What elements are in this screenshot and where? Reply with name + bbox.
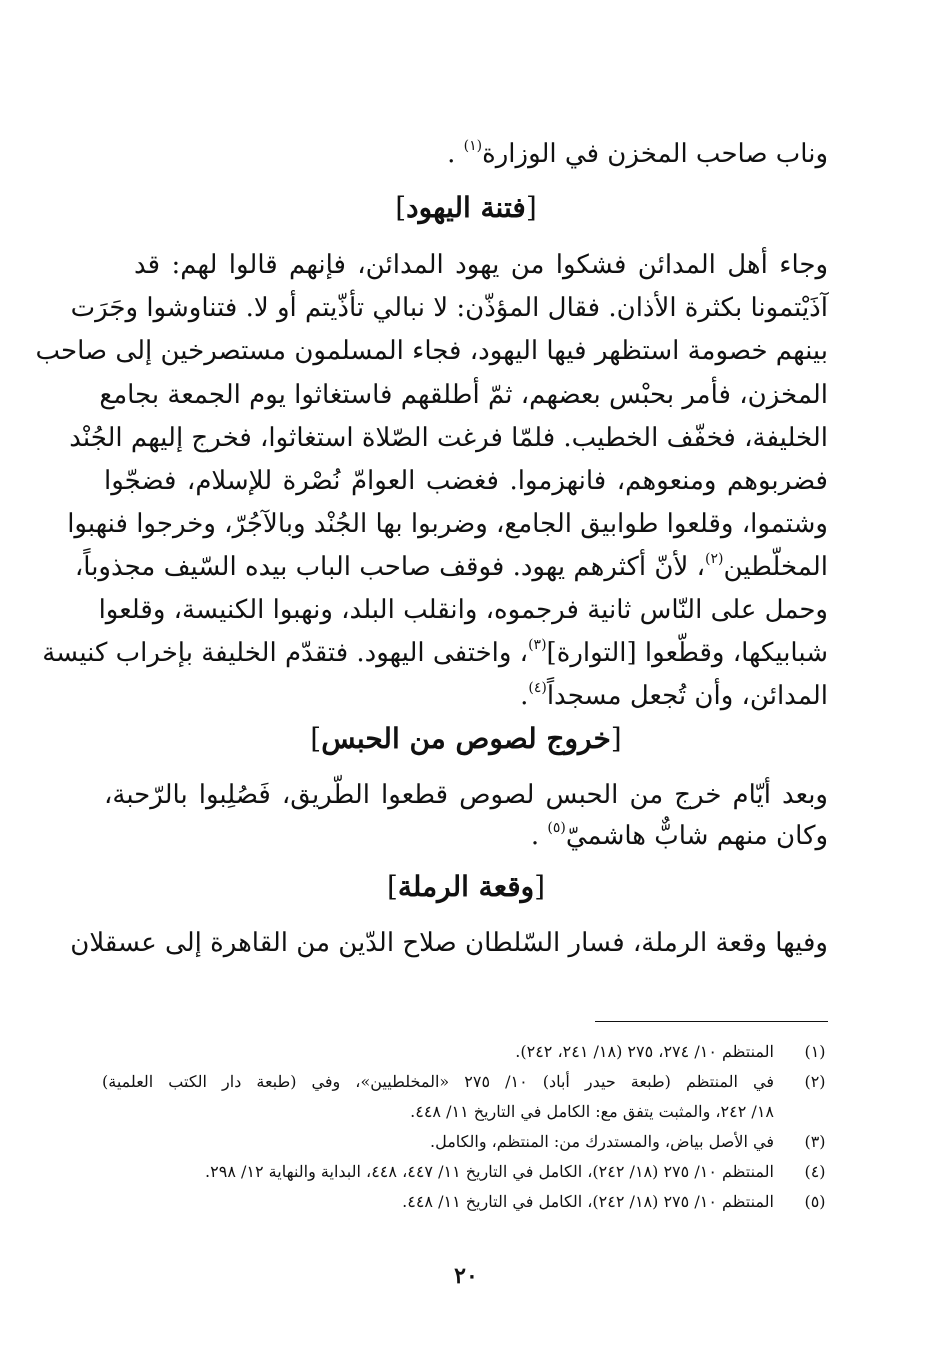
footnote-ref-2[interactable]: (٢): [704, 551, 724, 567]
paragraph-line: وحمل على النّاس ثانية فرجموه، وانقلب البلد، ونهبوا الكنيسة، وقلعوا: [98, 595, 828, 625]
section-heading-text: وقعة الرملة: [397, 870, 535, 903]
intro-end: .: [447, 139, 464, 169]
paragraph-line: فضربوهم ومنعوهم، فانهزموا. فغضب العوامّ نُصْرة للإسلام، فضجّوا: [104, 466, 828, 496]
paragraph-line: [104, 815, 828, 857]
footnote-number: (١): [804, 1042, 826, 1061]
paragraph-line: وجاء أهل المدائن فشكوا من يهود المدائن، فإنهم قالوا لهم: قد: [134, 250, 828, 280]
intro-text: وناب صاحب المخزن في الوزارة: [482, 139, 828, 169]
paragraph-line: وشتموا، وقلعوا طوابيق الجامع، وضربوا بها الجُنْد وبالآجُرّ، وخرجوا فنهبوا: [67, 509, 828, 539]
footnote-text: المنتظم ١٠/ ٢٧٤، ٢٧٥ (١٨/ ٢٤١، ٢٤٢).: [515, 1042, 774, 1061]
line-text: ، لأنّ أكثرهم يهود. فوقف صاحب الباب بيده السّيف مجذوباً،: [74, 552, 705, 582]
footnote-text: في المنتظم (طبعة حيدر أباد) ١٠/ ٢٧٥ «المخلطيين»، وفي (طبعة دار الكتب العلمية): [102, 1072, 775, 1091]
paragraph-line: [42, 632, 828, 674]
section-heading-text: خروج لصوص من الحبس: [321, 722, 611, 755]
line-text: المدائن، وأن تُجعل مسجداً: [546, 681, 828, 711]
footnote-ref-5[interactable]: (٥): [547, 820, 566, 836]
footnote-ref-3[interactable]: (٣): [528, 637, 547, 653]
line-text: .: [530, 821, 548, 851]
footnote-text: المنتظم ١٠/ ٢٧٥ (١٨/ ٢٤٢)، الكامل في التاريخ ١١/ ٤٤٨.: [402, 1192, 774, 1211]
line-text: المخلّطين: [723, 552, 828, 582]
section-heading-jews: [فتنة اليهود]: [395, 191, 537, 224]
paragraph-line: [74, 546, 828, 588]
section-heading-ramla: [وقعة الرملة]: [386, 870, 546, 903]
paragraph-line: [104, 675, 828, 717]
page-number: ٢٠: [454, 1263, 478, 1289]
paragraph-line: الخليفة، فخفّف الخطيب. فلمّا فرغت الصّلاة استغاثوا، فخرج إليهم الجُنْد: [69, 423, 828, 453]
footnote-text: ١٨/ ٢٤٢، والمثبت يتفق مع: الكامل في التاريخ ١١/ ٤٤٨.: [410, 1102, 774, 1121]
footnote-separator: [595, 1021, 828, 1022]
footnote-number: (٤): [804, 1162, 826, 1181]
footnote-number: (٣): [804, 1132, 826, 1151]
line-text: ، واختفى اليهود. فتقدّم الخليفة بإخراب كنيسة: [42, 638, 529, 668]
footnote-ref-4[interactable]: (٤): [528, 680, 547, 696]
section-heading-text: فتنة اليهود: [406, 191, 526, 224]
intro-paragraph: [104, 133, 828, 175]
line-text: وكان منهم شابٌّ هاشميّ: [565, 821, 828, 851]
section-heading-thieves: [خروج لصوص من الحبس]: [310, 722, 622, 755]
paragraph-line: بينهم خصومة استظهر فيها اليهود، فجاء المسلمون مستصرخين إلى صاحب: [35, 336, 828, 366]
paragraph-line: وبعد أيّام خرج من الحبس لصوص قطعوا الطّريق، فَصُلِبوا بالرّحبة،: [104, 780, 828, 810]
footnote-text: في الأصل بياض، والمستدرك من: المنتظم، والكامل.: [430, 1132, 774, 1151]
footnote-ref-1[interactable]: (١): [463, 138, 483, 154]
footnote-number: (٥): [804, 1192, 826, 1211]
footnote-number: (٢): [804, 1072, 826, 1091]
paragraph-line: المخزن، فأمر بحبْس بعضهم، ثمّ أطلقهم فاستغاثوا يوم الجمعة بجامع: [99, 380, 828, 410]
line-text: شبابيكها، وقطّعوا [التوارة]: [546, 638, 828, 668]
paragraph-line: وفيها وقعة الرملة، فسار السّلطان صلاح الدّين من القاهرة إلى عسقلان: [70, 928, 828, 958]
line-text: .: [520, 681, 529, 711]
paragraph-line: آذَيْتمونا بكثرة الأذان. فقال المؤذّن: لا نبالي تأذّيتم أو لا. فتناوشوا وجَرَت: [70, 293, 828, 323]
footnote-text: المنتظم ١٠/ ٢٧٥ (١٨/ ٢٤٢)، الكامل في التاريخ ١١/ ٤٤٧، ٤٤٨، البداية والنهاية ١٢/ ٢٩٨.: [205, 1162, 774, 1181]
